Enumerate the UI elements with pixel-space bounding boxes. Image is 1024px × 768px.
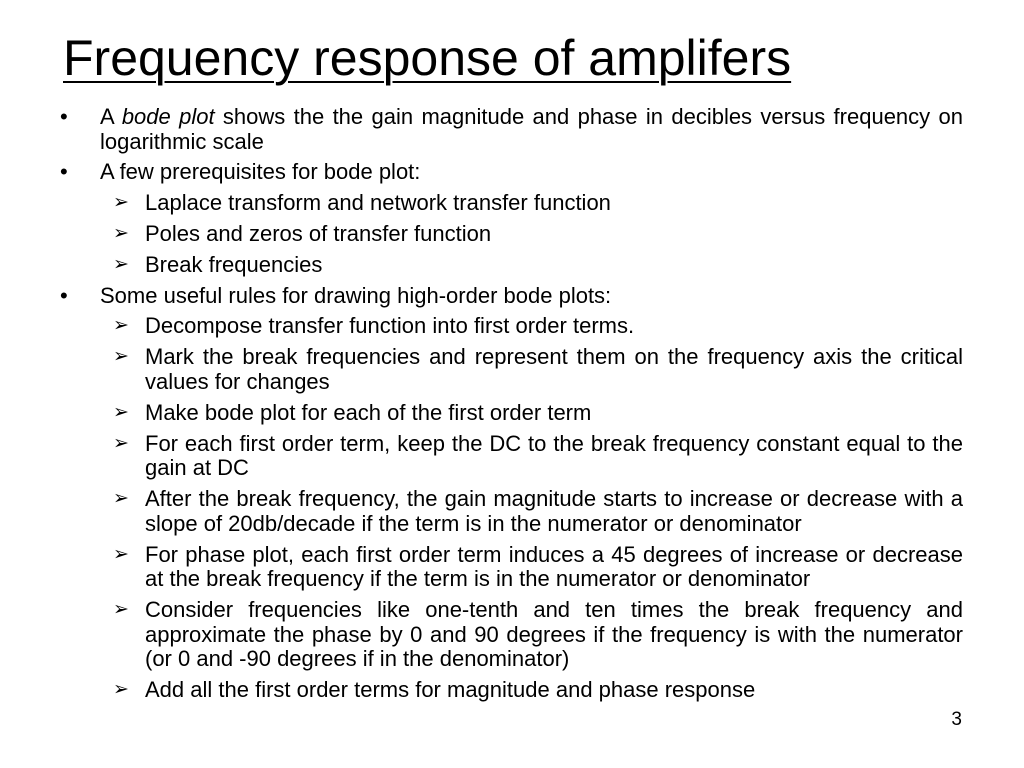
sub-bullet-text: For each first order term, keep the DC to the break frequency constant equal to the gain at DC [145, 430, 963, 480]
bullet-marker: • [60, 282, 68, 308]
arrow-bullet-icon: ➢ [113, 488, 129, 509]
sub-bullet-item [60, 543, 963, 592]
slide-title: Frequency response of amplifers [63, 30, 792, 86]
bullet-text: Some useful rules for drawing high-order bode plots: [100, 282, 612, 308]
arrow-bullet-icon: ➢ [113, 191, 129, 213]
slide-body [60, 105, 963, 709]
arrow-bullet-icon: ➢ [113, 346, 129, 367]
arrow-bullet-icon: ➢ [113, 679, 129, 700]
sub-bullet-text: For phase plot, each first order term induces a 45 degrees of increase or decrease at the break frequency if the term is in the numerator or denominator [145, 541, 963, 591]
sub-bullet-text: Laplace transform and network transfer function [145, 189, 611, 215]
sub-bullet-item [60, 678, 963, 703]
arrow-bullet-icon: ➢ [113, 315, 129, 336]
sub-bullet-text: After the break frequency, the gain magnitude starts to increase or decrease with a slope of 20db/decade if the term is in the numerator or denominator [145, 486, 963, 536]
bullet-emphasis: bode plot [121, 104, 215, 129]
sub-bullet-item [60, 191, 963, 216]
bullet-marker: • [60, 104, 68, 129]
sub-bullet-item [60, 598, 963, 672]
slide-number: 3 [951, 709, 962, 730]
sub-bullet-item [60, 432, 963, 481]
sub-bullet-item [60, 222, 963, 247]
bullet-item [60, 160, 963, 185]
sub-bullet-text: Mark the break frequencies and represent them on the frequency axis the critical values for changes [145, 344, 963, 394]
bullet-text: A few prerequisites for bode plot: [100, 159, 421, 184]
sub-bullet-item [60, 314, 963, 339]
bullet-marker: • [60, 159, 68, 184]
sub-bullet-text: Decompose transfer function into first order terms. [145, 313, 635, 338]
arrow-bullet-icon: ➢ [113, 253, 129, 275]
sub-bullet-item [60, 487, 963, 536]
arrow-bullet-icon: ➢ [113, 543, 129, 565]
sub-bullet-text: Make bode plot for each of the first order term [145, 399, 592, 425]
sub-bullet-text: Poles and zeros of transfer function [145, 220, 492, 246]
sub-bullet-text: Consider frequencies like one-tenth and ten times the break frequency and approximate the phase by 0 and 90 degrees if the frequency is with the numerator (or 0 and -90 degrees if in the denominator) [145, 597, 963, 671]
arrow-bullet-icon: ➢ [113, 599, 129, 620]
bullet-text: A [100, 104, 122, 129]
bullet-text: shows the the gain magnitude and phase in decibles versus frequency on logarithmic scale [100, 104, 963, 154]
arrow-bullet-icon: ➢ [113, 401, 129, 423]
bullet-item [60, 105, 963, 154]
sub-bullet-item [60, 401, 963, 426]
sub-bullet-text: Break frequencies [145, 251, 323, 277]
sub-bullet-item [60, 345, 963, 394]
sub-bullet-text: Add all the first order terms for magnitude and phase response [145, 677, 756, 702]
arrow-bullet-icon: ➢ [113, 222, 129, 244]
bullet-item [60, 284, 963, 309]
arrow-bullet-icon: ➢ [113, 432, 129, 454]
sub-bullet-item [60, 253, 963, 278]
